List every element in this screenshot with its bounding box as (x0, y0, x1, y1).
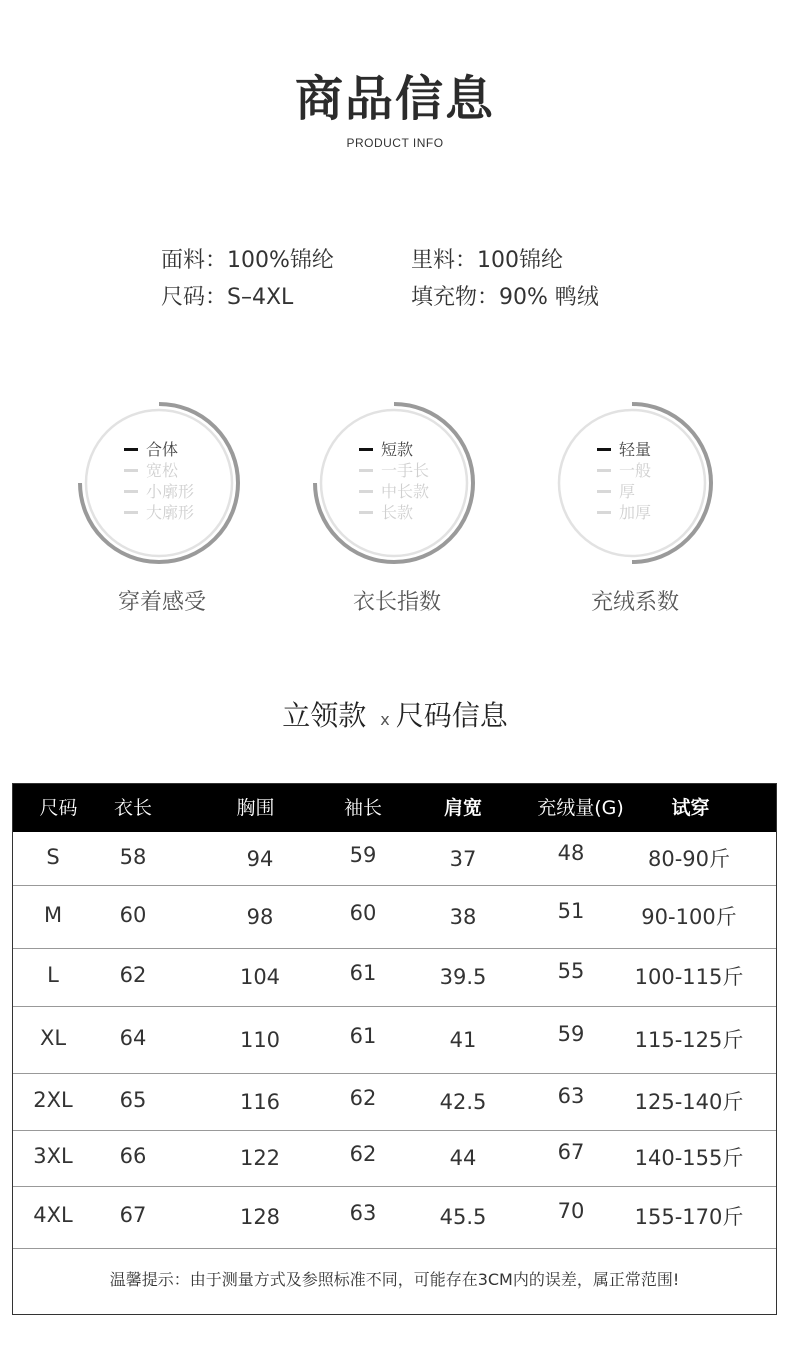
table-cell: 62 (349, 1086, 377, 1110)
table-cell: 115-125斤 (634, 1028, 744, 1052)
gauge-length (309, 398, 479, 568)
table-row (13, 885, 776, 949)
lining-info: 里料：100锦纶 (411, 248, 563, 273)
gauge-option: 长款 (359, 503, 413, 523)
size-range-info: 尺码：S–4XL (161, 285, 294, 310)
dash-marker (597, 469, 611, 472)
page-subtitle: PRODUCT INFO (346, 136, 444, 150)
table-cell: 2XL (33, 1088, 73, 1112)
size-table (12, 783, 777, 1315)
dash-marker (124, 469, 138, 472)
header-cell: 试穿 (671, 797, 710, 819)
page-title: 商品信息 (294, 71, 495, 127)
gauge-level-arc (632, 404, 711, 562)
table-cell: 122 (239, 1146, 281, 1170)
table-cell: 51 (557, 899, 585, 923)
header-cell: 衣长 (113, 797, 152, 819)
measurement-note: 温馨提示：由于测量方式及参照标准不同，可能存在3CM内的误差，属正常范围! (109, 1270, 680, 1289)
table-cell: 80-90斤 (647, 847, 731, 871)
table-row (13, 1130, 776, 1187)
dash-marker (359, 448, 373, 451)
table-cell: 42.5 (439, 1090, 487, 1114)
table-row (13, 1006, 776, 1074)
table-row (13, 1186, 776, 1249)
separator-x: x (380, 710, 390, 729)
gauge-caption-fit: 穿着感受 (117, 590, 206, 615)
gauge-filling (547, 398, 717, 568)
table-cell: 140-155斤 (634, 1146, 744, 1170)
size-section-heading (0, 694, 790, 734)
table-cell: 59 (557, 1022, 585, 1046)
dash-marker (124, 511, 138, 514)
header-cell: 尺码 (39, 797, 78, 819)
table-cell: 125-140斤 (634, 1090, 744, 1114)
dash-marker (597, 511, 611, 514)
table-cell: 100-115斤 (634, 965, 744, 989)
table-cell: 55 (557, 959, 585, 983)
table-cell: 67 (557, 1140, 585, 1164)
header-cell: 袖长 (343, 797, 382, 819)
table-cell: L (47, 963, 59, 987)
dash-marker (597, 490, 611, 493)
table-row (13, 948, 776, 1007)
table-row (13, 832, 776, 886)
gauge-option: 宽松 (124, 461, 178, 481)
table-cell: 104 (239, 965, 281, 989)
gauge-option: 加厚 (597, 503, 651, 523)
dash-marker (359, 490, 373, 493)
table-cell: 62 (119, 963, 147, 987)
table-cell: 3XL (33, 1144, 73, 1168)
filling-info: 填充物：90% 鸭绒 (411, 285, 599, 310)
table-cell: 4XL (33, 1203, 73, 1227)
gauge-option: 合体 (124, 440, 178, 460)
gauge-caption-length: 衣长指数 (352, 590, 441, 615)
gauge-option: 大廓形 (124, 503, 194, 523)
table-cell: 155-170斤 (634, 1205, 744, 1229)
gauge-option: 一手长 (359, 461, 429, 481)
table-cell: 67 (119, 1203, 147, 1227)
dash-marker (124, 448, 138, 451)
table-cell: 94 (246, 847, 274, 871)
gauge-option: 一般 (597, 461, 651, 481)
gauge-option: 厚 (597, 482, 635, 502)
dash-marker (359, 511, 373, 514)
table-cell: 37 (449, 847, 477, 871)
gauge-fit (74, 398, 244, 568)
table-cell: 63 (349, 1201, 377, 1225)
table-cell: XL (39, 1026, 67, 1050)
size-info-label: 尺码信息 (395, 699, 508, 732)
table-cell: 63 (557, 1084, 585, 1108)
fabric-info: 面料：100%锦纶 (161, 248, 334, 273)
gauge-option: 短款 (359, 440, 413, 460)
table-cell: 41 (449, 1028, 477, 1052)
table-cell: 45.5 (439, 1205, 487, 1229)
table-header (13, 784, 776, 832)
table-cell: M (43, 903, 63, 927)
table-cell: S (46, 845, 60, 869)
table-cell: 98 (246, 905, 274, 929)
table-cell: 90-100斤 (641, 905, 737, 929)
table-cell: 116 (239, 1090, 281, 1114)
dash-marker (124, 490, 138, 493)
table-cell: 64 (119, 1026, 147, 1050)
header-cell: 胸围 (236, 797, 275, 819)
dash-marker (597, 448, 611, 451)
table-cell: 44 (449, 1146, 477, 1170)
table-cell: 62 (349, 1142, 377, 1166)
table-cell: 60 (119, 903, 147, 927)
gauge-option: 轻量 (597, 440, 651, 460)
table-cell: 128 (239, 1205, 281, 1229)
table-row (13, 1073, 776, 1131)
gauge-caption-filling: 充绒系数 (590, 590, 679, 615)
table-cell: 58 (119, 845, 147, 869)
table-cell: 61 (349, 1024, 377, 1048)
table-cell: 70 (557, 1199, 585, 1223)
table-cell: 61 (349, 961, 377, 985)
header-cell: 充绒量(G) (537, 797, 624, 819)
gauge-option: 小廓形 (124, 482, 194, 502)
table-cell: 59 (349, 843, 377, 867)
table-cell: 48 (557, 841, 585, 865)
table-cell: 39.5 (439, 965, 487, 989)
table-cell: 65 (119, 1088, 147, 1112)
table-cell: 110 (239, 1028, 281, 1052)
collar-style-label: 立领款 (282, 699, 367, 732)
gauge-option: 中长款 (359, 482, 429, 502)
table-cell: 66 (119, 1144, 147, 1168)
header-cell: 肩宽 (443, 797, 482, 819)
table-cell: 60 (349, 901, 377, 925)
dash-marker (359, 469, 373, 472)
table-cell: 38 (449, 905, 477, 929)
